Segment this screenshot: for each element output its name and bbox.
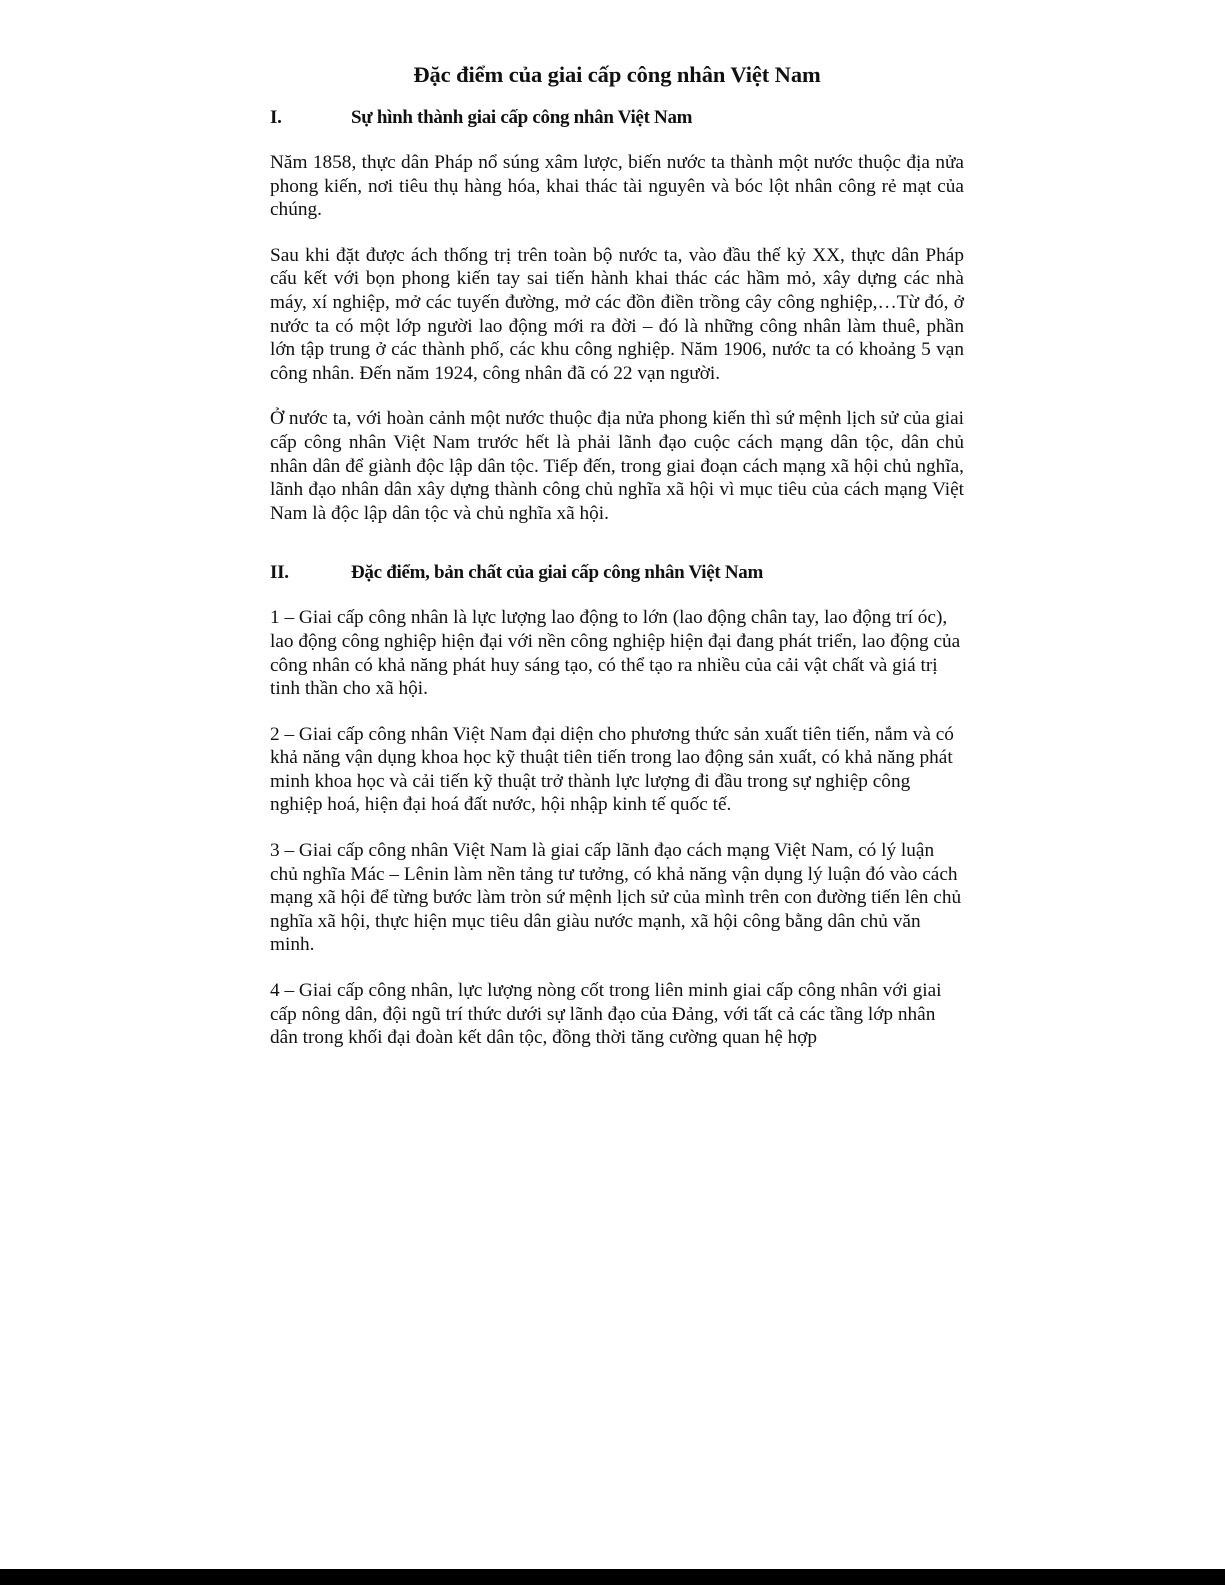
section-heading-1 <box>270 106 964 130</box>
numbered-paragraph: 2 – Giai cấp công nhân Việt Nam đại diện cho phương thức sản xuất tiên tiến, nắm và có khả năng vận dụng khoa học kỹ thuật tiên tiến trong lao động sản xuất, có khả năng phát minh khoa học và cải tiến kỹ thuật trở thành lực lượng đi đầu trong sự nghiệp công nghiệp hoá, hiện đại hoá đất nước, hội nhập kinh tế quốc tế. <box>270 723 954 816</box>
paragraph: Ở nước ta, với hoàn cảnh một nước thuộc địa nửa phong kiến thì sứ mệnh lịch sử của giai cấp công nhân Việt Nam trước hết là phải lãnh đạo cuộc cách mạng dân tộc, dân chủ nhân dân để giành độc lập dân tộc. Tiếp đến, trong giai đoạn cách mạng xã hội chủ nghĩa, lãnh đạo nhân dân xây dựng thành công chủ nghĩa xã hội vì mục tiêu của cách mạng Việt Nam là độc lập dân tộc và chủ nghĩa xã hội. <box>270 408 964 524</box>
section-number: II. <box>270 562 289 584</box>
document-body <box>270 58 964 1050</box>
section-number: I. <box>270 107 282 128</box>
section-heading-2 <box>270 561 964 585</box>
numbered-paragraph: 1 – Giai cấp công nhân là lực lượng lao động to lớn (lao động chân tay, lao động trí óc), lao động công nghiệp hiện đại với nền công nghiệp hiện đại đang phát triển, lao động của công nhân có khả năng phát huy sáng tạo, có thể tạo ra nhiều của cải vật chất và giá trị tinh thần cho xã hội. <box>270 607 961 700</box>
document-title: Đặc điểm của giai cấp công nhân Việt Nam <box>413 62 821 87</box>
page-bottom-border <box>0 1569 1225 1585</box>
paragraph: Năm 1858, thực dân Pháp nổ súng xâm lược, biến nước ta thành một nước thuộc địa nửa phong kiến, nơi tiêu thụ hàng hóa, khai thác tài nguyên và bóc lột nhân công rẻ mạt của chúng. <box>270 152 964 221</box>
section-title: Đặc điểm, bản chất của giai cấp công nhân Việt Nam <box>351 562 763 584</box>
section-title: Sự hình thành giai cấp công nhân Việt Nam <box>351 107 693 128</box>
numbered-paragraph: 4 – Giai cấp công nhân, lực lượng nòng cốt trong liên minh giai cấp công nhân với giai cấp nông dân, đội ngũ trí thức dưới sự lãnh đạo của Đảng, với tất cả các tầng lớp nhân dân trong khối đại đoàn kết dân tộc, đồng thời tăng cường quan hệ hợp <box>270 980 942 1049</box>
numbered-paragraph: 3 – Giai cấp công nhân Việt Nam là giai cấp lãnh đạo cách mạng Việt Nam, có lý luận chủ nghĩa Mác – Lênin làm nền tảng tư tưởng, có khả năng vận dụng lý luận đó vào cách mạng xã hội để từng bước làm tròn sứ mệnh lịch sử của mình trên con đường tiến lên chủ nghĩa xã hội, thực hiện mục tiêu dân giàu nước mạnh, xã hội công bằng dân chủ văn minh. <box>270 840 962 956</box>
paragraph: Sau khi đặt được ách thống trị trên toàn bộ nước ta, vào đầu thế kỷ XX, thực dân Pháp cấu kết với bọn phong kiến tay sai tiến hành khai thác các hầm mỏ, xây dựng các nhà máy, xí nghiệp, mở các tuyến đường, mở các đồn điền trồng cây công nghiệp,…Từ đó, ở nước ta có một lớp người lao động mới ra đời – đó là những công nhân làm thuê, phần lớn tập trung ở các thành phố, các khu công nghiệp. Năm 1906, nước ta có khoảng 5 vạn công nhân. Đến năm 1924, công nhân đã có 22 vạn người. <box>270 244 964 384</box>
